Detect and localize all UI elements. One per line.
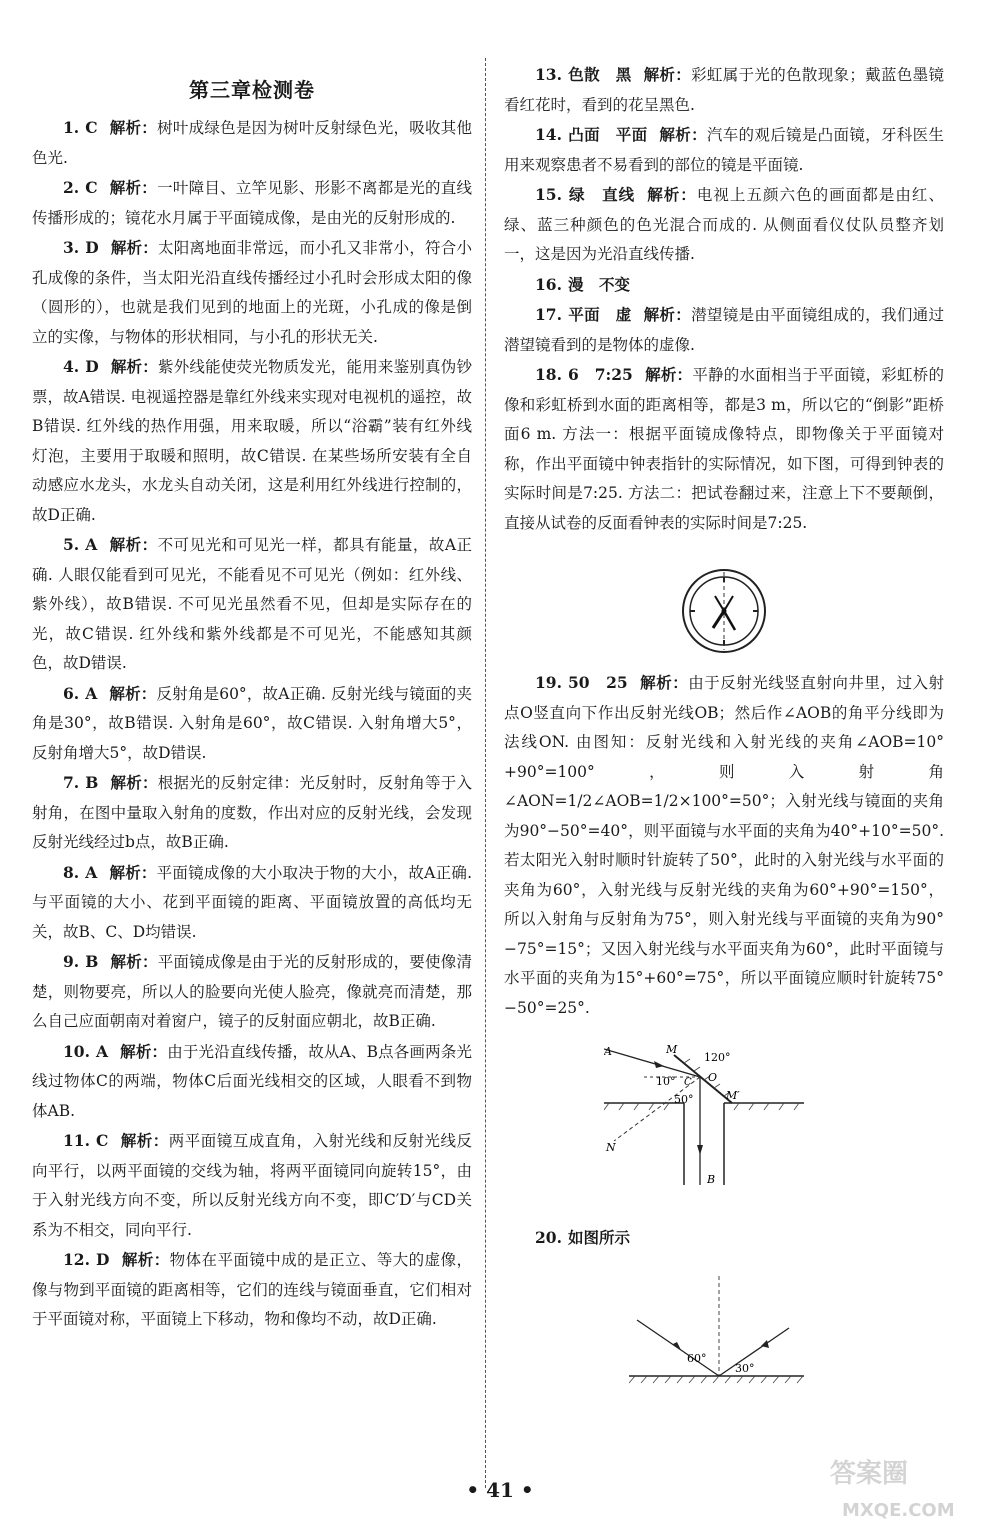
- answer-choice: 6 7:25: [567, 365, 633, 384]
- answer-choice: B: [85, 952, 99, 971]
- right-answer-20: [504, 1223, 944, 1254]
- analysis-text: 电视上五颜六色的画面都是由红、绿、蓝三种颜色的色光混合而成的. 从侧面看仪仗队员整齐划一，这是因为光沿直线传播.: [504, 186, 944, 263]
- analysis-label: 解析：: [120, 1131, 169, 1150]
- answer-number: 11.: [63, 1131, 90, 1150]
- analysis-label: 解析：: [110, 238, 158, 257]
- answer-number: 4.: [63, 357, 80, 376]
- analysis-label: 解析：: [109, 683, 157, 703]
- analysis-text: 汽车的观后镜是凸面镜，牙科医生用来观察患者不易看到的部位的镜是平面镜.: [504, 126, 944, 174]
- analysis-label: 解析：: [643, 65, 692, 84]
- answer-number: 8.: [63, 862, 80, 882]
- analysis-label: 解析：: [659, 125, 707, 144]
- answer-choice: A: [85, 535, 98, 554]
- right-answer-list-top: [504, 60, 944, 538]
- answer-choice: C: [85, 118, 98, 137]
- answer-item: [32, 352, 472, 530]
- answer-number: 5.: [63, 535, 80, 554]
- answer-item: [32, 113, 472, 173]
- answer-item: [32, 679, 472, 769]
- analysis-text: 彩虹属于光的色散现象；戴蓝色墨镜看红花时，看到的花呈黑色.: [504, 66, 944, 114]
- analysis-label: 解析：: [639, 673, 689, 692]
- answer-item: [504, 360, 944, 538]
- right-column: [504, 60, 944, 1386]
- answer-item: [32, 947, 472, 1037]
- label-Mprime: M′: [726, 1089, 740, 1102]
- analysis-text: 紫外线能使荧光物质发光，能用来鉴别真伪钞票，故A错误. 电视遥控器是靠红外线来实现对电视机的遥控，故B错误. 红外线的热作用强，用来取暖，所以“浴霸”装有红外线灯泡，主要用于取暖和照明，故C错误. 在某些场所安装有全自动感应水龙头，水龙头自动关闭，这是利用红外线进行控制的，故D正确.: [32, 358, 472, 524]
- analysis-text: 一叶障目、立竿见影、形影不离都是光的直线传播形成的；镜花水月属于平面镜成像，是由光的反射形成的.: [32, 179, 472, 227]
- analysis-text: 太阳离地面非常远，而小孔又非常小，符合小孔成像的条件，当太阳光沿直线传播经过小孔时会形成太阳的像（圆形的），也就是我们见到的地面上的光斑，小孔成的像是倒立的实像，与物体的形状相同，与小孔的形状无关.: [32, 239, 472, 346]
- answer-choice: A: [85, 683, 98, 703]
- answer-choice: A: [95, 1041, 108, 1061]
- answer-choice: 如图所示: [567, 1228, 630, 1247]
- label-50: 50°: [674, 1093, 694, 1106]
- analysis-text: 由于光沿直线传播，故从A、B点各画两条光线过物体C的两端，物体C后面光线相交的区域，人眼看不到物体AB.: [32, 1042, 472, 1120]
- reflection-figure-20: [629, 1276, 809, 1386]
- left-column: [32, 60, 472, 1335]
- answer-item: [504, 180, 944, 270]
- page-title: 第三章检测卷: [189, 78, 315, 102]
- answer-item: [504, 60, 944, 120]
- answer-number: 14.: [535, 125, 562, 144]
- label-10: 10°: [656, 1075, 676, 1088]
- answer-item: [504, 668, 944, 1023]
- answer-number: 15.: [535, 185, 562, 204]
- answer-choice: D: [85, 357, 99, 376]
- analysis-label: 解析：: [121, 1250, 170, 1269]
- column-divider: [485, 58, 486, 1488]
- answer-choice: 50 25: [567, 673, 628, 692]
- watermark-line2: MXQE.COM: [842, 1500, 955, 1521]
- answer-number: 17.: [535, 305, 562, 324]
- analysis-text: 由于反射光线竖直射向井里，过入射点O竖直向下作出反射光线OB；然后作∠AOB的角平分线即为法线ON. 由图知：反射光线和入射光线的夹角∠AOB=10°+90°=100°，则入射角∠AON=1/2∠AOB=1/2×100°=50°；入射光线与镜面的夹角为90°−50°=40°，则平面镜与水平面的夹角为40°+10°=50°. 若太阳光入射时顺时针旋转了50°，此时的入射光线与水平面的夹角为60°，入射光线与反射光线的夹角为60°+90°=150°，所以入射角与反射角为75°，则入射光线与平面镜的夹角为90°−75°=15°；又因入射光线与水平面夹角为60°，此时平面镜与水平面的夹角为15°+60°=75°，所以平面镜应顺时针旋转75°−50°=25°.: [504, 674, 944, 1017]
- analysis-text: 平面镜成像的大小取决于物的大小，故A正确. 与平面镜的大小、花到平面镜的距离、平面镜放置的高低均无关，故B、C、D均错误.: [32, 863, 472, 941]
- answer-item: [32, 1245, 472, 1335]
- analysis-label: 解析：: [643, 305, 692, 324]
- watermark-line1: 答案圈: [830, 1459, 909, 1489]
- answer-choice: B: [85, 773, 99, 792]
- label-O: O: [708, 1071, 718, 1084]
- analysis-text: 树叶成绿色是因为树叶反射绿色光，吸收其他色光.: [32, 119, 472, 167]
- answer-item: [32, 1126, 472, 1245]
- analysis-text: 平面镜成像是由于光的反射形成的，要使像清楚，则物要亮，所以人的脸要向光使人脸亮，像就亮而清楚，那么自己应面朝南对着窗户，镜子的反射面应朝北，故B正确.: [32, 953, 472, 1030]
- answer-number: 3.: [63, 238, 80, 257]
- answer-item: [32, 233, 472, 352]
- analysis-label: 解析：: [110, 773, 158, 792]
- analysis-text: 潜望镜是由平面镜组成的，我们通过潜望镜看到的是物体的虚像.: [504, 306, 944, 354]
- analysis-label: 解析：: [110, 357, 158, 376]
- page-number: • 41 •: [466, 1478, 534, 1502]
- answer-choice: D: [85, 238, 99, 257]
- answer-number: 19.: [535, 673, 562, 692]
- answer-choice: D: [95, 1250, 110, 1269]
- answer-item: [32, 1037, 472, 1127]
- answer-item: [32, 768, 472, 858]
- analysis-label: 解析：: [109, 118, 158, 137]
- answer-choice: 凸面 平面: [567, 125, 648, 144]
- analysis-label: 解析：: [644, 365, 693, 384]
- analysis-label: 解析：: [109, 535, 158, 554]
- label-M: M: [666, 1045, 678, 1056]
- analysis-text: 平静的水面相当于平面镜，彩虹桥的像和彩虹桥到水面的距离相等，都是3 m，所以它的“倒影”距桥面6 m. 方法一：根据平面镜成像特点，即物像关于平面镜对称，作出平面镜中钟表指针的实际情况，如下图，可得到钟表的实际时间是7:25. 方法二：把试卷翻过来，注意上下不要颠倒，直接从试卷的反面看钟表的实际时间是7:25.: [504, 366, 944, 532]
- right-answer-19: [504, 668, 944, 1023]
- label-120: 120°: [704, 1051, 731, 1064]
- answer-choice: A: [85, 862, 98, 882]
- analysis-text: 两平面镜互成直角，入射光线和反射光线反向平行，以两平面镜的交线为轴，将两平面镜同向旋转15°，由于入射光线方向不变，所以反射光线方向不变，即C′D′与CD关系为不相交，同向平行.: [32, 1132, 472, 1239]
- answer-number: 1.: [63, 118, 80, 137]
- label-30: 30°: [735, 1361, 755, 1375]
- analysis-text: 不可见光和可见光一样，都具有能量，故A正确. 人眼仅能看到可见光，不能看见不可见光（例如：红外线、紫外线），故B错误. 不可见光虽然看不见，但却是实际存在的光，故C错误. 红外线和紫外线都是不可见光，不能感知其颜色，故D错误.: [32, 536, 472, 672]
- answer-number: 9.: [63, 952, 80, 971]
- answer-number: 2.: [63, 178, 80, 197]
- label-A: A: [604, 1045, 612, 1058]
- label-N: N: [606, 1141, 616, 1154]
- label-C: C: [684, 1077, 692, 1088]
- analysis-label: 解析：: [109, 178, 158, 197]
- reflection-figure-19: [604, 1045, 804, 1195]
- answer-number: 16.: [535, 274, 562, 294]
- analysis-label: 解析：: [110, 952, 158, 971]
- answer-number: 6.: [63, 683, 80, 703]
- answer-number: 10.: [63, 1041, 90, 1061]
- answer-choice: 平面 虚: [567, 305, 632, 324]
- analysis-text: 反射角是60°，故A正确. 反射光线与镜面的夹角是30°，故B错误. 入射角是60°，故C错误. 入射角增大5°，反射角增大5°，故D错误.: [32, 684, 472, 762]
- answer-choice: C: [95, 1131, 109, 1150]
- left-answer-list: [32, 113, 472, 1335]
- answer-choice: 色散 黑: [567, 65, 632, 84]
- analysis-label: 解析：: [109, 862, 157, 882]
- answer-item: [504, 120, 944, 180]
- analysis-text: 根据光的反射定律：光反射时，反射角等于入射角，在图中量取入射角的度数，作出对应的反射光线，会发现反射光线经过b点，故B正确.: [32, 774, 472, 851]
- answer-number: 13.: [535, 65, 562, 84]
- answer-item: [504, 1223, 944, 1254]
- answer-number: 7.: [63, 773, 80, 792]
- answer-number: 18.: [535, 365, 562, 384]
- answer-choice: 绿 直线: [567, 185, 636, 204]
- analysis-label: 解析：: [647, 185, 697, 204]
- answer-item: [504, 270, 944, 301]
- analysis-text: 物体在平面镜中成的是正立、等大的虚像，像与物到平面镜的距离相等，它们的连线与镜面垂直，它们相对于平面镜对称，平面镜上下移动，物和像均不动，故D正确.: [32, 1251, 472, 1328]
- watermark-logo: [822, 1446, 992, 1526]
- answer-item: [32, 173, 472, 233]
- answer-number: 20.: [535, 1228, 562, 1247]
- analysis-label: 解析：: [120, 1041, 168, 1061]
- answer-choice: C: [85, 178, 98, 197]
- label-60: 60°: [687, 1351, 707, 1365]
- answer-item: [32, 858, 472, 948]
- answer-choice: 漫 不变: [567, 274, 630, 294]
- clock-figure: [679, 566, 769, 656]
- answer-number: 12.: [63, 1250, 90, 1269]
- answer-item: [504, 300, 944, 360]
- label-B: B: [707, 1173, 716, 1186]
- answer-item: [32, 530, 472, 679]
